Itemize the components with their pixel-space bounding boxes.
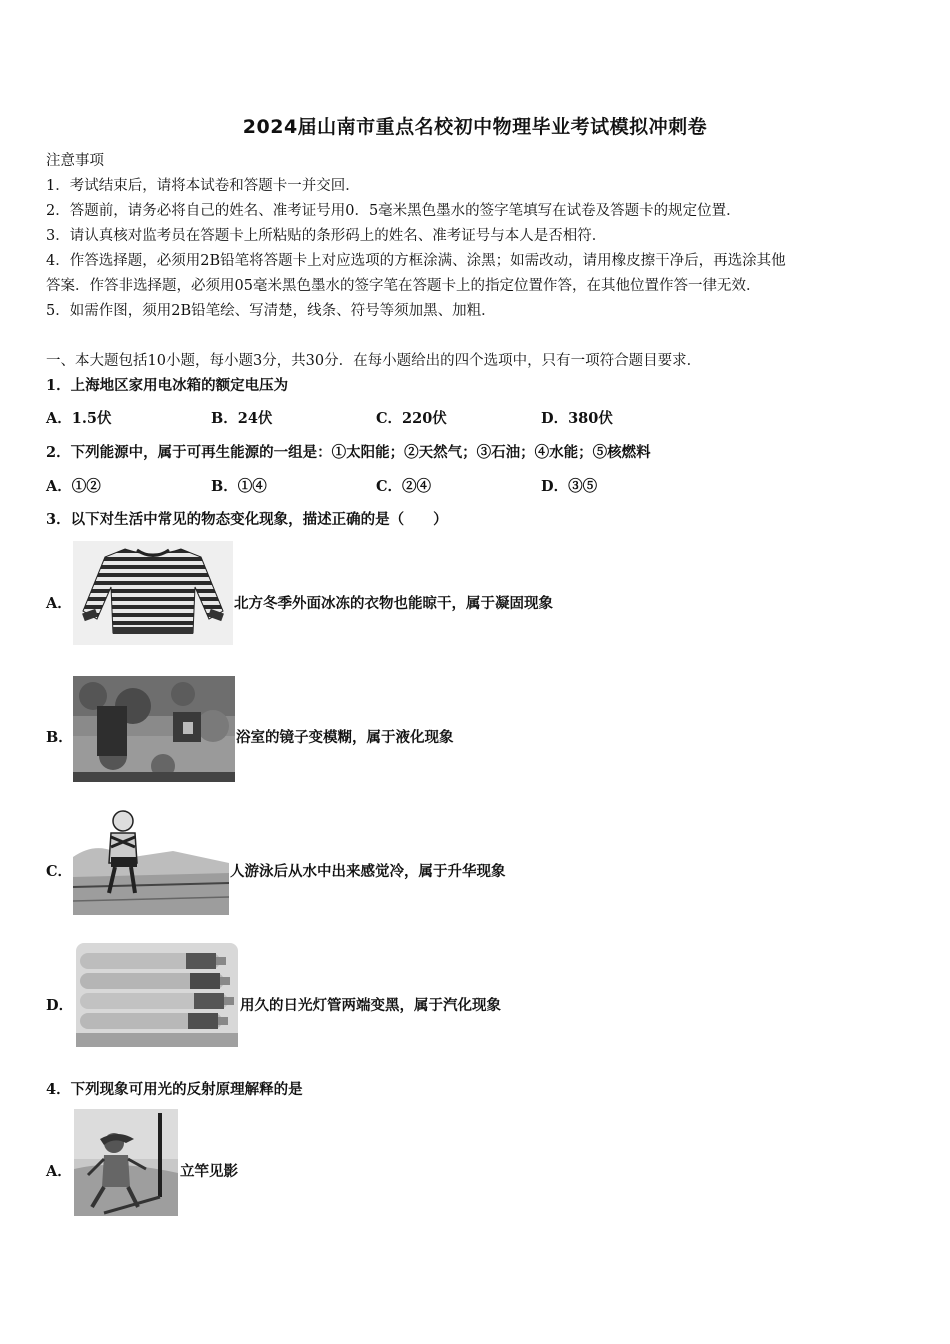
question-4-stem: 4．下列现象可用光的反射原理解释的是: [46, 1081, 303, 1098]
q3-option-b-letter: B．: [46, 729, 73, 746]
foggy-mirror-image: [73, 676, 235, 782]
q2-option-d: D．③⑤: [541, 478, 598, 495]
page-title: 2024届山南市重点名校初中物理毕业考试模拟冲刺卷: [242, 116, 708, 138]
notice-heading: 注意事项: [46, 153, 104, 169]
notice-item: 5．如需作图，须用2B铅笔绘、写清楚，线条、符号等须加黑、加粗．: [46, 303, 496, 319]
q3-option-b-text: 浴室的镜子变模糊，属于液化现象: [236, 729, 454, 746]
q2-option-a: A．①②: [46, 478, 101, 495]
fluorescent-tubes-image: [76, 943, 238, 1047]
question-2-stem: 2．下列能源中，属于可再生能源的一组是：①太阳能；②天然气；③石油；④水能；⑤核燃料: [46, 444, 651, 461]
pole-shadow-image: [74, 1109, 178, 1216]
notice-item: 答案．作答非选择题，必须用05毫米黑色墨水的签字笔在答题卡上的指定位置作答，在其他位置作答一律无效．: [46, 278, 761, 294]
q1-option-a: A．1.5伏: [46, 410, 112, 427]
q3-option-c-text: 人游泳后从水中出来感觉冷，属于升华现象: [230, 863, 506, 880]
q3-option-d-letter: D．: [46, 997, 74, 1014]
sweater-image: [73, 541, 233, 645]
q2-option-c: C．②④: [376, 478, 432, 495]
q3-option-d-text: 用久的日光灯管两端变黑，属于汽化现象: [240, 997, 501, 1014]
q4-option-a-text: 立竿见影: [180, 1163, 238, 1180]
q2-option-b: B．①④: [211, 478, 267, 495]
question-3-stem: 3．以下对生活中常见的物态变化现象，描述正确的是（ ）: [46, 511, 448, 528]
q3-option-a-letter: A．: [46, 595, 72, 612]
section-heading: 一、本大题包括10小题，每小题3分，共30分．在每小题给出的四个选项中，只有一项符合题目要求．: [46, 353, 702, 369]
q4-option-a-letter: A．: [46, 1163, 72, 1180]
q1-option-c: C．220伏: [376, 410, 447, 427]
swimmer-image: [73, 807, 229, 915]
q3-option-a-text: 北方冬季外面冰冻的衣物也能晾干，属于凝固现象: [234, 595, 553, 612]
notice-item: 4．作答选择题，必须用2B铅笔将答题卡上对应选项的方框涂满、涂黑；如需改动，请用橡皮擦干净后，再选涂其他: [46, 253, 786, 269]
q1-option-d: D．380伏: [541, 410, 613, 427]
q3-option-c-letter: C．: [46, 863, 73, 880]
notice-item: 2．答题前，请务必将自己的姓名、准考证号用0．5毫米黑色墨水的签字笔填写在试卷及答题卡的规定位置．: [46, 203, 741, 219]
question-1-stem: 1．上海地区家用电冰箱的额定电压为: [46, 377, 289, 394]
q1-option-b: B．24伏: [211, 410, 273, 427]
notice-item: 1．考试结束后，请将本试卷和答题卡一并交回．: [46, 178, 360, 194]
notice-item: 3．请认真核对监考员在答题卡上所粘贴的条形码上的姓名、准考证号与本人是否相符．: [46, 228, 607, 244]
